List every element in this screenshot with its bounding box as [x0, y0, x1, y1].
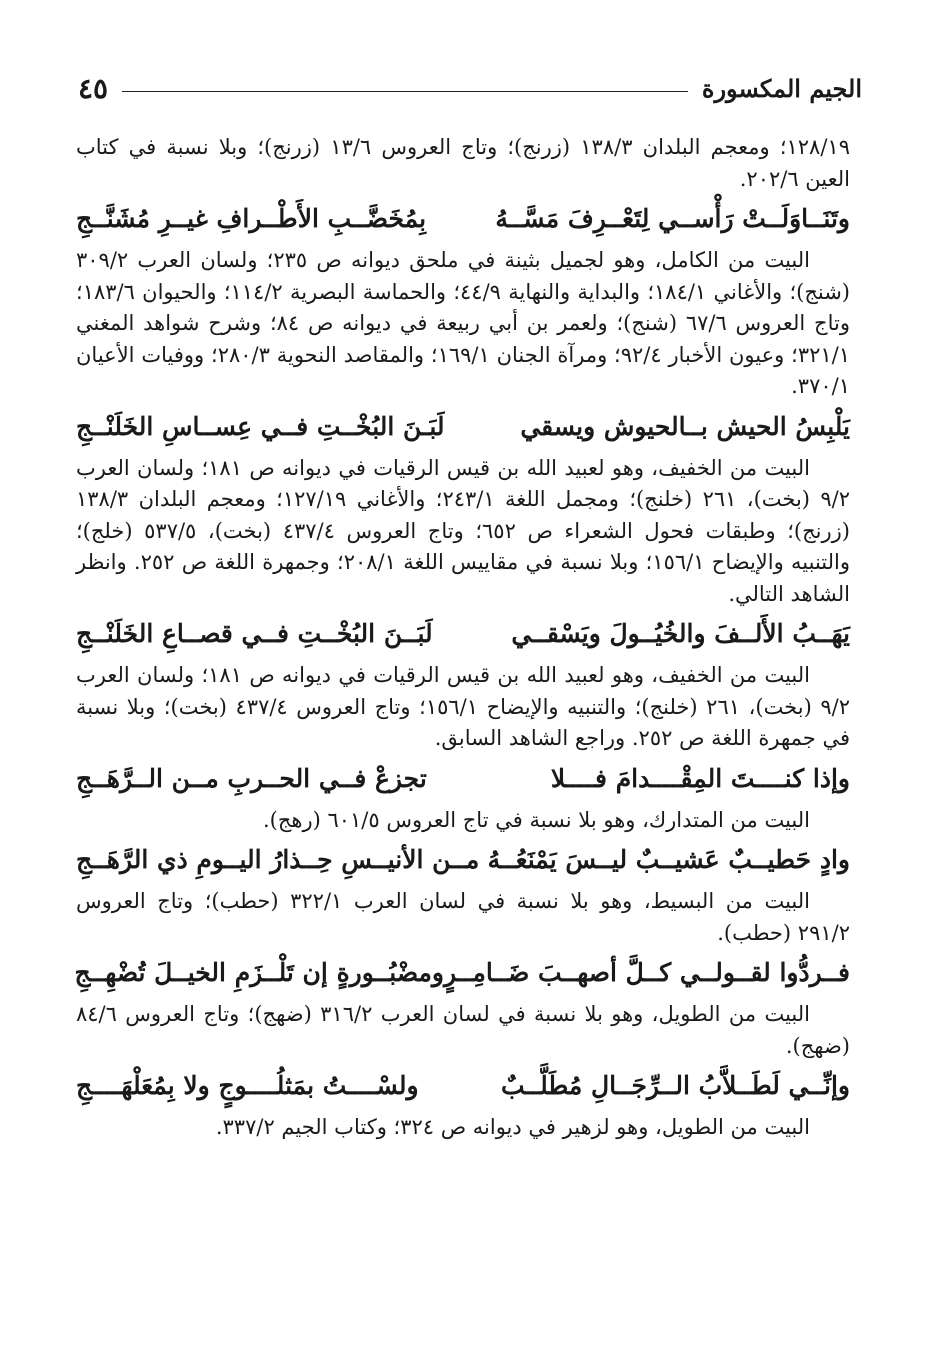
verse-first-hemistich: وإذا كنــــتَ المِقْــــدامَ فــــلا [550, 763, 850, 793]
verse-second-hemistich: مــن الأنيــسِ حِــذارُ اليــومِ ذي الرَّهَــجِ [76, 845, 480, 874]
verse-second-hemistich: بِمُخَضَّــبِ الأَطْــرافِ غيــرِ مُشَنَّــجِ [76, 204, 427, 233]
verse-first-hemistich: فــردُّوا لقــولــي كــلَّ أصهــبَ ضَــامِــرٍ [444, 958, 850, 987]
page-number: ٤٥ [78, 71, 109, 105]
verse-entry [76, 1068, 850, 1144]
page-content [76, 132, 850, 1148]
verse-entry [76, 842, 850, 949]
verse-commentary: البيت من البسيط، وهو بلا نسبة في لسان العرب ٣٢٢/١ (حطب)؛ وتاج العروس ٢٩١/٢ (حطب). [76, 889, 850, 945]
verse-commentary: البيت من المتدارك، وهو بلا نسبة في تاج العروس ٦٠١/٥ (رهج). [262, 807, 810, 832]
verse-line [76, 616, 850, 652]
page-header [78, 68, 862, 108]
verse-second-hemistich: لَبَــنَ البُخْــتِ فــي قصــاعِ الخَلَنْــجِ [76, 619, 433, 648]
continuation-text: ١٢٨/١٩؛ ومعجم البلدان ١٣٨/٣ (زرنج)؛ وتاج العروس ١٣/٦ (زرنج)؛ وبلا نسبة في كتاب العين ٢٠٢/٦. [76, 135, 850, 191]
verse-line [76, 201, 850, 237]
verse-first-hemistich: وتَنَــاوَلَــتْ رَأْســي لِتَعْــرِفَ مَسَّــهُ [495, 204, 850, 233]
verse-entry [76, 409, 850, 611]
verse-line [76, 842, 850, 878]
verse-entry [76, 955, 850, 1062]
verse-commentary: البيت من الخفيف، وهو لعبيد الله بن قيس الرقيات في ديوانه ص ١٨١؛ ولسان العرب ٩/٢ (بخت)، ٢٦١ (خلنج)؛ والتنبيه والإيضاح ١٥٦/١؛ وتاج العروس ٤٣٧/٤ (بخت)؛ وبلا نسبة في جمهرة اللغة ص ٢٥٢. وراجع الشاهد السابق. [76, 663, 850, 750]
verse-line [76, 409, 850, 445]
verse-second-hemistich: ولسْــــتُ بمَثلُــــوجٍ ولا بِمُعَلْهَــــجِ [76, 1071, 419, 1100]
verse-entry [76, 201, 850, 403]
verse-line [76, 1068, 850, 1104]
verse-first-hemistich: وإنِّــي لَطَــلاَّبُ الــرِّجَــالِ مُطَلَّــبٌ [500, 1071, 850, 1100]
verse-second-hemistich: لَبَـنَ البُخْــتِ فــي عِســاسِ الخَلَنْــجِ [76, 411, 445, 441]
verse-commentary: البيت من الطويل، وهو بلا نسبة في لسان العرب ٣١٦/٢ (ضهج)؛ وتاج العروس ٨٤/٦ (ضهج). [76, 1002, 850, 1058]
header-rule [122, 91, 688, 92]
verse-first-hemistich: يَلْبِسُ الحيش بــالحيوش ويسقي [520, 411, 850, 441]
verse-line [76, 761, 850, 797]
verse-line [76, 955, 850, 991]
verse-entry [76, 616, 850, 755]
verse-commentary: البيت من الطويل، وهو لزهير في ديوانه ص ٣٢٤؛ وكتاب الجيم ٣٣٧/٢. [215, 1115, 810, 1139]
verse-commentary: البيت من الكامل، وهو لجميل بثينة في ملحق ديوانه ص ٢٣٥؛ ولسان العرب ٣٠٩/٢ (شنج)؛ والأغاني ١٨٤/١؛ والبداية والنهاية ٤٤/٩؛ والحماسة البصرية ١١٤/٢؛ والحيوان ١٨٣/٦؛ وتاج العروس ٦٧/٦ (شنج)؛ ولعمر بن أبي ربيعة في ديوانه ص ٨٤؛ وشرح شواهد المغني ٣٢١/١؛ وعيون الأخبار ٩٢/٤؛ ومرآة الجنان ١٦٩/١؛ والمقاصد النحوية ٢٨٠/٣؛ ووفيات الأعيان ٣٧٠/١. [76, 248, 851, 398]
verse-entry [76, 761, 850, 837]
verse-first-hemistich: وادٍ حَطيــبٌ عَشيــبٌ ليــسَ يَمْنَعُــهُ [487, 845, 850, 874]
verse-second-hemistich: تجزعْ فــي الحــربِ مــن الــرَّهَــجِ [76, 763, 427, 793]
verse-second-hemistich: ومضْبُــورةٍ إن تَلْــزَمِ الخيــلَ تُضْهِــجِ [74, 958, 444, 987]
verse-commentary: البيت من الخفيف، وهو لعبيد الله بن قيس الرقيات في ديوانه ص ١٨١؛ ولسان العرب ٩/٢ (بخت)، ٢٦١ (خلنج)؛ ومجمل اللغة ٢٤٣/١؛ والأغاني ١٢٧/١٩؛ ومعجم البلدان ١٣٨/٣ (زرنج)؛ وطبقات فحول الشعراء ص ٦٥٢؛ وتاج العروس ٤٣٧/٤ (بخت)، ٥٣٧/٥ (خلج)؛ والتنبيه والإيضاح ١٥٦/١؛ وبلا نسبة في مقاييس اللغة ٢٠٨/١؛ وجمهرة اللغة ص ٢٥٢. وانظر الشاهد التالي. [76, 455, 850, 606]
verse-first-hemistich: يَهَــبُ الأَلــفَ والخُيُــولَ ويَسْقــي [511, 619, 850, 648]
running-head: الجيم المكسورة [701, 73, 862, 103]
